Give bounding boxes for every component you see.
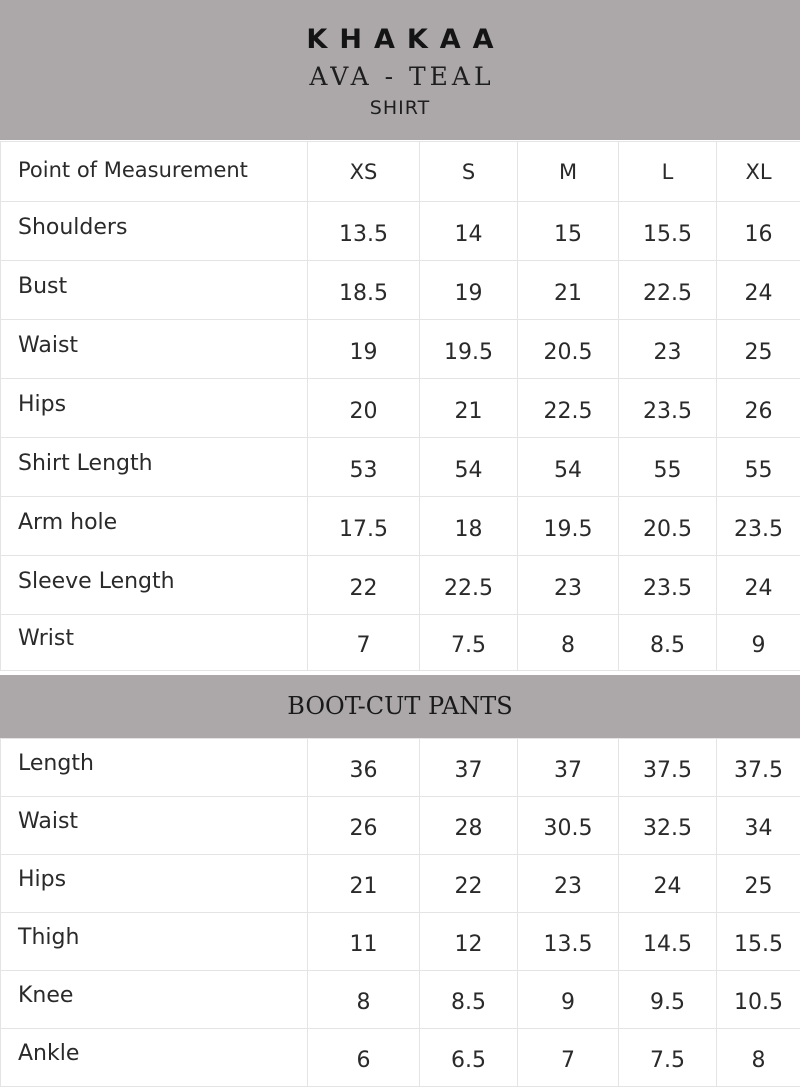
- measurement-label: [1, 379, 308, 438]
- column-header-size: [518, 142, 619, 202]
- size-value: [308, 739, 420, 797]
- size-value: [619, 438, 717, 497]
- size-value: [308, 971, 420, 1029]
- size-value-text: 24: [744, 280, 773, 306]
- size-value: [619, 913, 717, 971]
- measurement-label-text: Shoulders: [18, 214, 128, 240]
- size-value: [308, 913, 420, 971]
- size-value-text: 24: [744, 575, 773, 601]
- table-row: [1, 797, 800, 855]
- size-value: [518, 261, 619, 320]
- table-row: [1, 556, 800, 615]
- size-value-text: 23.5: [734, 516, 783, 542]
- size-value-text: 37.5: [734, 758, 783, 783]
- size-value: [619, 202, 717, 261]
- size-value-text: 18.5: [339, 280, 388, 306]
- size-value-text: 18: [454, 516, 483, 542]
- size-value-text: 25: [744, 874, 773, 899]
- size-value-text: 6.5: [451, 1048, 486, 1073]
- size-value: [420, 379, 518, 438]
- size-value: [518, 797, 619, 855]
- size-value: [717, 615, 800, 671]
- size-value: [518, 438, 619, 497]
- measurement-label-text: Ankle: [18, 1041, 80, 1066]
- measurement-label: [1, 556, 308, 615]
- size-value-text: 9: [561, 990, 575, 1015]
- measurement-label-text: Waist: [18, 332, 79, 358]
- size-value-text: 13.5: [543, 932, 593, 957]
- column-header-size-text: XL: [745, 159, 772, 184]
- measurement-label: [1, 913, 308, 971]
- measurement-label-text: Hips: [18, 867, 67, 892]
- size-value-text: 8: [356, 990, 371, 1015]
- size-value-text: 10.5: [734, 990, 783, 1015]
- size-value-text: 22: [454, 874, 483, 899]
- measurement-label-text: Knee: [18, 983, 74, 1008]
- size-value: [518, 739, 619, 797]
- size-value-text: 19.5: [543, 516, 593, 542]
- size-value: [518, 615, 619, 671]
- size-value-text: 30.5: [543, 816, 593, 841]
- size-value-text: 25: [744, 339, 773, 365]
- column-header-size-text: XS: [349, 159, 378, 184]
- size-value: [420, 971, 518, 1029]
- column-header-size-text: S: [461, 159, 476, 184]
- size-value: [420, 556, 518, 615]
- size-value: [308, 855, 420, 913]
- measurement-label-text: Wrist: [18, 626, 75, 651]
- garment-type: SHIRT: [369, 97, 431, 119]
- table-row: [1, 202, 800, 261]
- size-value-text: 19: [349, 339, 378, 365]
- product-name: AVA - TEAL: [309, 62, 495, 91]
- size-value: [717, 379, 800, 438]
- measurement-label: [1, 1029, 308, 1087]
- size-value-text: 7: [561, 1048, 575, 1073]
- size-value-text: 16: [744, 221, 773, 247]
- size-value-text: 34: [744, 816, 773, 841]
- table-row: [1, 497, 800, 556]
- size-value: [619, 797, 717, 855]
- size-value: [717, 1029, 800, 1087]
- table-row: [1, 261, 800, 320]
- size-value: [308, 615, 420, 671]
- size-value: [518, 556, 619, 615]
- size-value: [717, 438, 800, 497]
- size-value-text: 15: [554, 221, 582, 247]
- size-value-text: 28: [454, 816, 483, 841]
- size-value-text: 19: [454, 280, 483, 306]
- size-value: [308, 202, 420, 261]
- size-value: [619, 615, 717, 671]
- table-row: [1, 320, 800, 379]
- size-value: [420, 438, 518, 497]
- pants-section-header: [0, 675, 800, 738]
- size-value-text: 14: [454, 221, 483, 247]
- column-header-size: [420, 142, 518, 202]
- size-value: [619, 379, 717, 438]
- size-value-text: 6: [356, 1048, 371, 1073]
- size-value: [518, 497, 619, 556]
- size-value-text: 26: [744, 398, 773, 424]
- size-value: [420, 1029, 518, 1087]
- pants-size-table: [0, 738, 800, 1087]
- size-value: [619, 855, 717, 913]
- size-value: [619, 739, 717, 797]
- size-value-text: 36: [349, 758, 378, 783]
- size-value: [518, 379, 619, 438]
- size-value-text: 53: [349, 457, 378, 483]
- size-value-text: 9: [751, 633, 766, 658]
- size-value-text: 19.5: [444, 339, 493, 365]
- size-value-text: 24: [653, 874, 682, 899]
- size-value: [518, 1029, 619, 1087]
- size-value-text: 22.5: [444, 575, 493, 601]
- size-value-text: 55: [653, 457, 682, 483]
- size-value-text: 54: [454, 457, 483, 483]
- measurement-label-text: Bust: [18, 273, 68, 299]
- size-value-text: 7.5: [650, 1048, 685, 1073]
- size-value: [619, 556, 717, 615]
- measurement-label-text: Arm hole: [18, 509, 118, 535]
- size-value-text: 54: [554, 457, 582, 483]
- size-value-text: 22: [349, 575, 378, 601]
- size-value-text: 13.5: [339, 221, 388, 247]
- size-value: [717, 261, 800, 320]
- size-value: [518, 971, 619, 1029]
- header-banner: [0, 0, 800, 140]
- size-value: [717, 739, 800, 797]
- size-value: [717, 913, 800, 971]
- size-value-text: 20.5: [643, 516, 692, 542]
- size-value: [308, 438, 420, 497]
- size-value: [420, 615, 518, 671]
- size-value: [619, 1029, 717, 1087]
- column-header-size-text: M: [558, 159, 578, 184]
- size-value-text: 20.5: [543, 339, 593, 365]
- size-value: [420, 855, 518, 913]
- table-row: [1, 438, 800, 497]
- size-value-text: 15.5: [643, 221, 692, 247]
- size-value: [619, 497, 717, 556]
- size-value-text: 12: [454, 932, 483, 957]
- size-value-text: 21: [454, 398, 483, 424]
- size-value-text: 8: [561, 633, 575, 658]
- size-value: [420, 497, 518, 556]
- size-value-text: 22.5: [543, 398, 593, 424]
- column-header-size: [619, 142, 717, 202]
- size-value: [717, 320, 800, 379]
- table-header-row: [1, 142, 800, 202]
- size-value-text: 23.5: [643, 575, 692, 601]
- table-row: [1, 971, 800, 1029]
- measurement-label-text: Sleeve Length: [18, 568, 175, 594]
- size-value: [518, 913, 619, 971]
- size-value: [717, 855, 800, 913]
- size-value-text: 23: [554, 874, 582, 899]
- size-value-text: 9.5: [650, 990, 685, 1015]
- column-header-measurement-text: Point of Measurement: [18, 157, 248, 182]
- size-value-text: 7.5: [451, 633, 486, 658]
- size-value: [717, 202, 800, 261]
- size-value-text: 26: [349, 816, 378, 841]
- measurement-label: [1, 202, 308, 261]
- shirt-size-table: [0, 141, 800, 671]
- size-value: [717, 497, 800, 556]
- size-value: [717, 797, 800, 855]
- size-value: [518, 202, 619, 261]
- size-value-text: 23.5: [643, 398, 692, 424]
- measurement-label: [1, 261, 308, 320]
- size-value: [518, 855, 619, 913]
- measurement-label: [1, 615, 308, 671]
- size-value: [619, 261, 717, 320]
- size-value: [717, 971, 800, 1029]
- size-value-text: 17.5: [339, 516, 388, 542]
- size-value: [518, 320, 619, 379]
- table-row: [1, 615, 800, 671]
- measurement-label-text: Hips: [18, 391, 67, 417]
- size-value-text: 37.5: [643, 758, 692, 783]
- size-value: [420, 913, 518, 971]
- measurement-label-text: Shirt Length: [18, 450, 153, 476]
- table-row: [1, 913, 800, 971]
- size-value: [308, 379, 420, 438]
- size-value: [619, 320, 717, 379]
- size-value: [619, 971, 717, 1029]
- size-value: [308, 797, 420, 855]
- measurement-label: [1, 797, 308, 855]
- size-value-text: 37: [554, 758, 582, 783]
- column-header-size: [308, 142, 420, 202]
- measurement-label: [1, 971, 308, 1029]
- size-value: [308, 556, 420, 615]
- measurement-label: [1, 320, 308, 379]
- table-row: [1, 1029, 800, 1087]
- table-row: [1, 855, 800, 913]
- measurement-label: [1, 497, 308, 556]
- pants-section-title: BOOT-CUT PANTS: [287, 692, 513, 720]
- table-row: [1, 739, 800, 797]
- size-value: [420, 739, 518, 797]
- size-value: [420, 202, 518, 261]
- measurement-label: [1, 855, 308, 913]
- column-header-measurement: [1, 142, 308, 202]
- size-value: [420, 261, 518, 320]
- column-header-size-text: L: [661, 159, 674, 184]
- measurement-label: [1, 739, 308, 797]
- size-value-text: 20: [349, 398, 378, 424]
- brand-logo: KHAKAA: [306, 24, 506, 55]
- size-value: [308, 320, 420, 379]
- table-row: [1, 379, 800, 438]
- measurement-label-text: Length: [18, 751, 94, 776]
- size-value-text: 21: [554, 280, 582, 306]
- size-value: [717, 556, 800, 615]
- size-value: [308, 261, 420, 320]
- size-value-text: 11: [349, 932, 378, 957]
- size-value: [308, 1029, 420, 1087]
- measurement-label: [1, 438, 308, 497]
- size-value: [420, 320, 518, 379]
- size-value: [420, 797, 518, 855]
- measurement-label-text: Thigh: [18, 925, 80, 950]
- size-value-text: 14.5: [643, 932, 692, 957]
- size-value-text: 32.5: [643, 816, 692, 841]
- size-value-text: 55: [744, 457, 773, 483]
- column-header-size: [717, 142, 800, 202]
- size-value-text: 37: [454, 758, 483, 783]
- size-value-text: 8.5: [650, 633, 685, 658]
- measurement-label-text: Waist: [18, 809, 79, 834]
- size-value-text: 8.5: [451, 990, 486, 1015]
- size-value-text: 23: [653, 339, 682, 365]
- size-value-text: 7: [356, 633, 371, 658]
- size-value: [308, 497, 420, 556]
- size-value-text: 22.5: [643, 280, 692, 306]
- size-value-text: 8: [751, 1048, 766, 1073]
- size-value-text: 21: [349, 874, 378, 899]
- size-value-text: 15.5: [734, 932, 783, 957]
- size-value-text: 23: [554, 575, 582, 601]
